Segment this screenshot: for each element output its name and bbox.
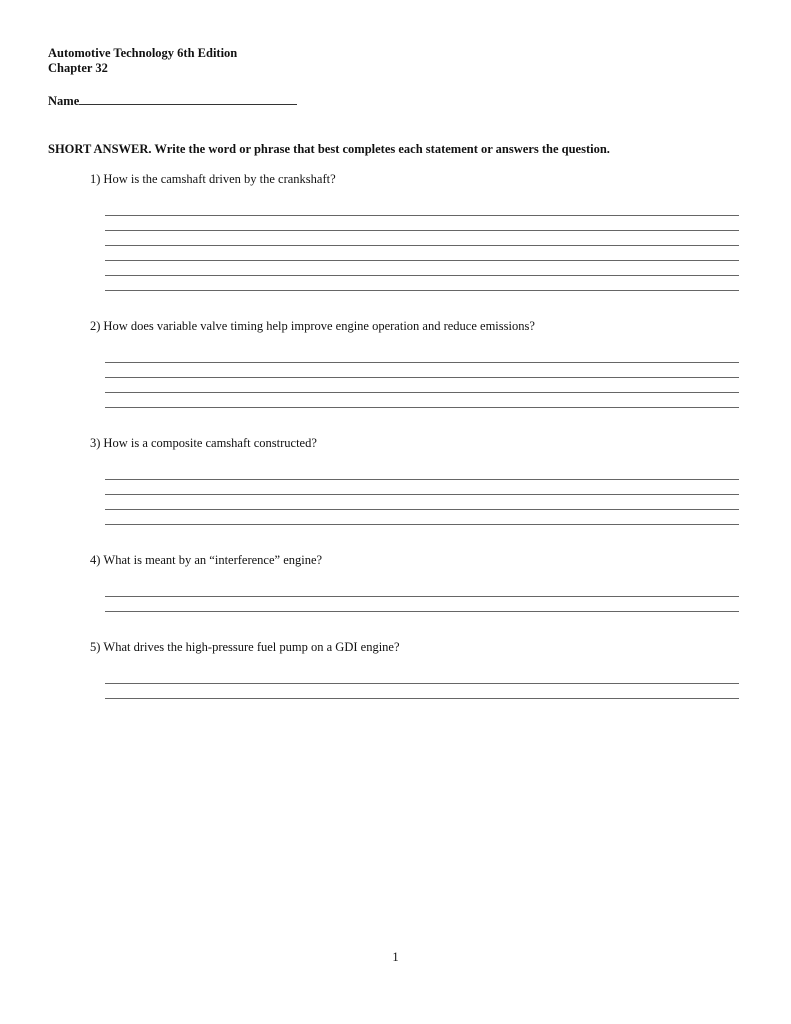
answer-line[interactable] (105, 684, 739, 699)
question-block (90, 171, 741, 291)
question-text (90, 435, 741, 451)
question-label: How is the camshaft driven by the crankshaft? (103, 172, 336, 186)
answer-line[interactable] (105, 201, 739, 216)
answer-lines (105, 465, 739, 525)
question-number: 3) (90, 436, 101, 450)
answer-line[interactable] (105, 597, 739, 612)
question-block (90, 552, 741, 612)
answer-line[interactable] (105, 393, 739, 408)
question-number: 1) (90, 172, 101, 186)
answer-line[interactable] (105, 276, 739, 291)
answer-line[interactable] (105, 480, 739, 495)
question-text (90, 318, 741, 334)
name-field-row (48, 92, 741, 109)
answer-line[interactable] (105, 348, 739, 363)
question-number: 5) (90, 640, 101, 654)
section-instructions: SHORT ANSWER. Write the word or phrase that best completes each statement or answers the question. (48, 142, 610, 156)
question-block (90, 435, 741, 525)
answer-line[interactable] (105, 465, 739, 480)
chapter-label: Chapter 32 (48, 61, 108, 75)
question-text (90, 171, 741, 187)
document-title: Automotive Technology 6th Edition (48, 46, 238, 60)
name-label: Name (48, 94, 80, 108)
question-block (90, 639, 741, 699)
answer-line[interactable] (105, 669, 739, 684)
question-text (90, 639, 741, 655)
question-text (90, 552, 741, 568)
answer-line[interactable] (105, 246, 739, 261)
answer-line[interactable] (105, 363, 739, 378)
answer-lines (105, 669, 739, 699)
question-label: What is meant by an “interference” engine? (103, 553, 323, 567)
question-number: 2) (90, 319, 101, 333)
question-block (90, 318, 741, 408)
name-input-line[interactable] (79, 92, 297, 105)
answer-line[interactable] (105, 216, 739, 231)
question-number: 4) (90, 553, 101, 567)
page-footer (0, 950, 791, 965)
answer-line[interactable] (105, 378, 739, 393)
answer-lines (105, 348, 739, 408)
document-header (48, 46, 741, 76)
answer-line[interactable] (105, 261, 739, 276)
answer-line[interactable] (105, 495, 739, 510)
question-label: How does variable valve timing help improve engine operation and reduce emissions? (103, 319, 535, 333)
answer-line[interactable] (105, 510, 739, 525)
answer-lines (105, 582, 739, 612)
answer-lines (105, 201, 739, 291)
questions-list (48, 171, 741, 699)
answer-line[interactable] (105, 231, 739, 246)
page-number: 1 (392, 950, 399, 964)
question-label: What drives the high-pressure fuel pump on a GDI engine? (103, 640, 400, 654)
answer-line[interactable] (105, 582, 739, 597)
question-label: How is a composite camshaft constructed? (103, 436, 317, 450)
